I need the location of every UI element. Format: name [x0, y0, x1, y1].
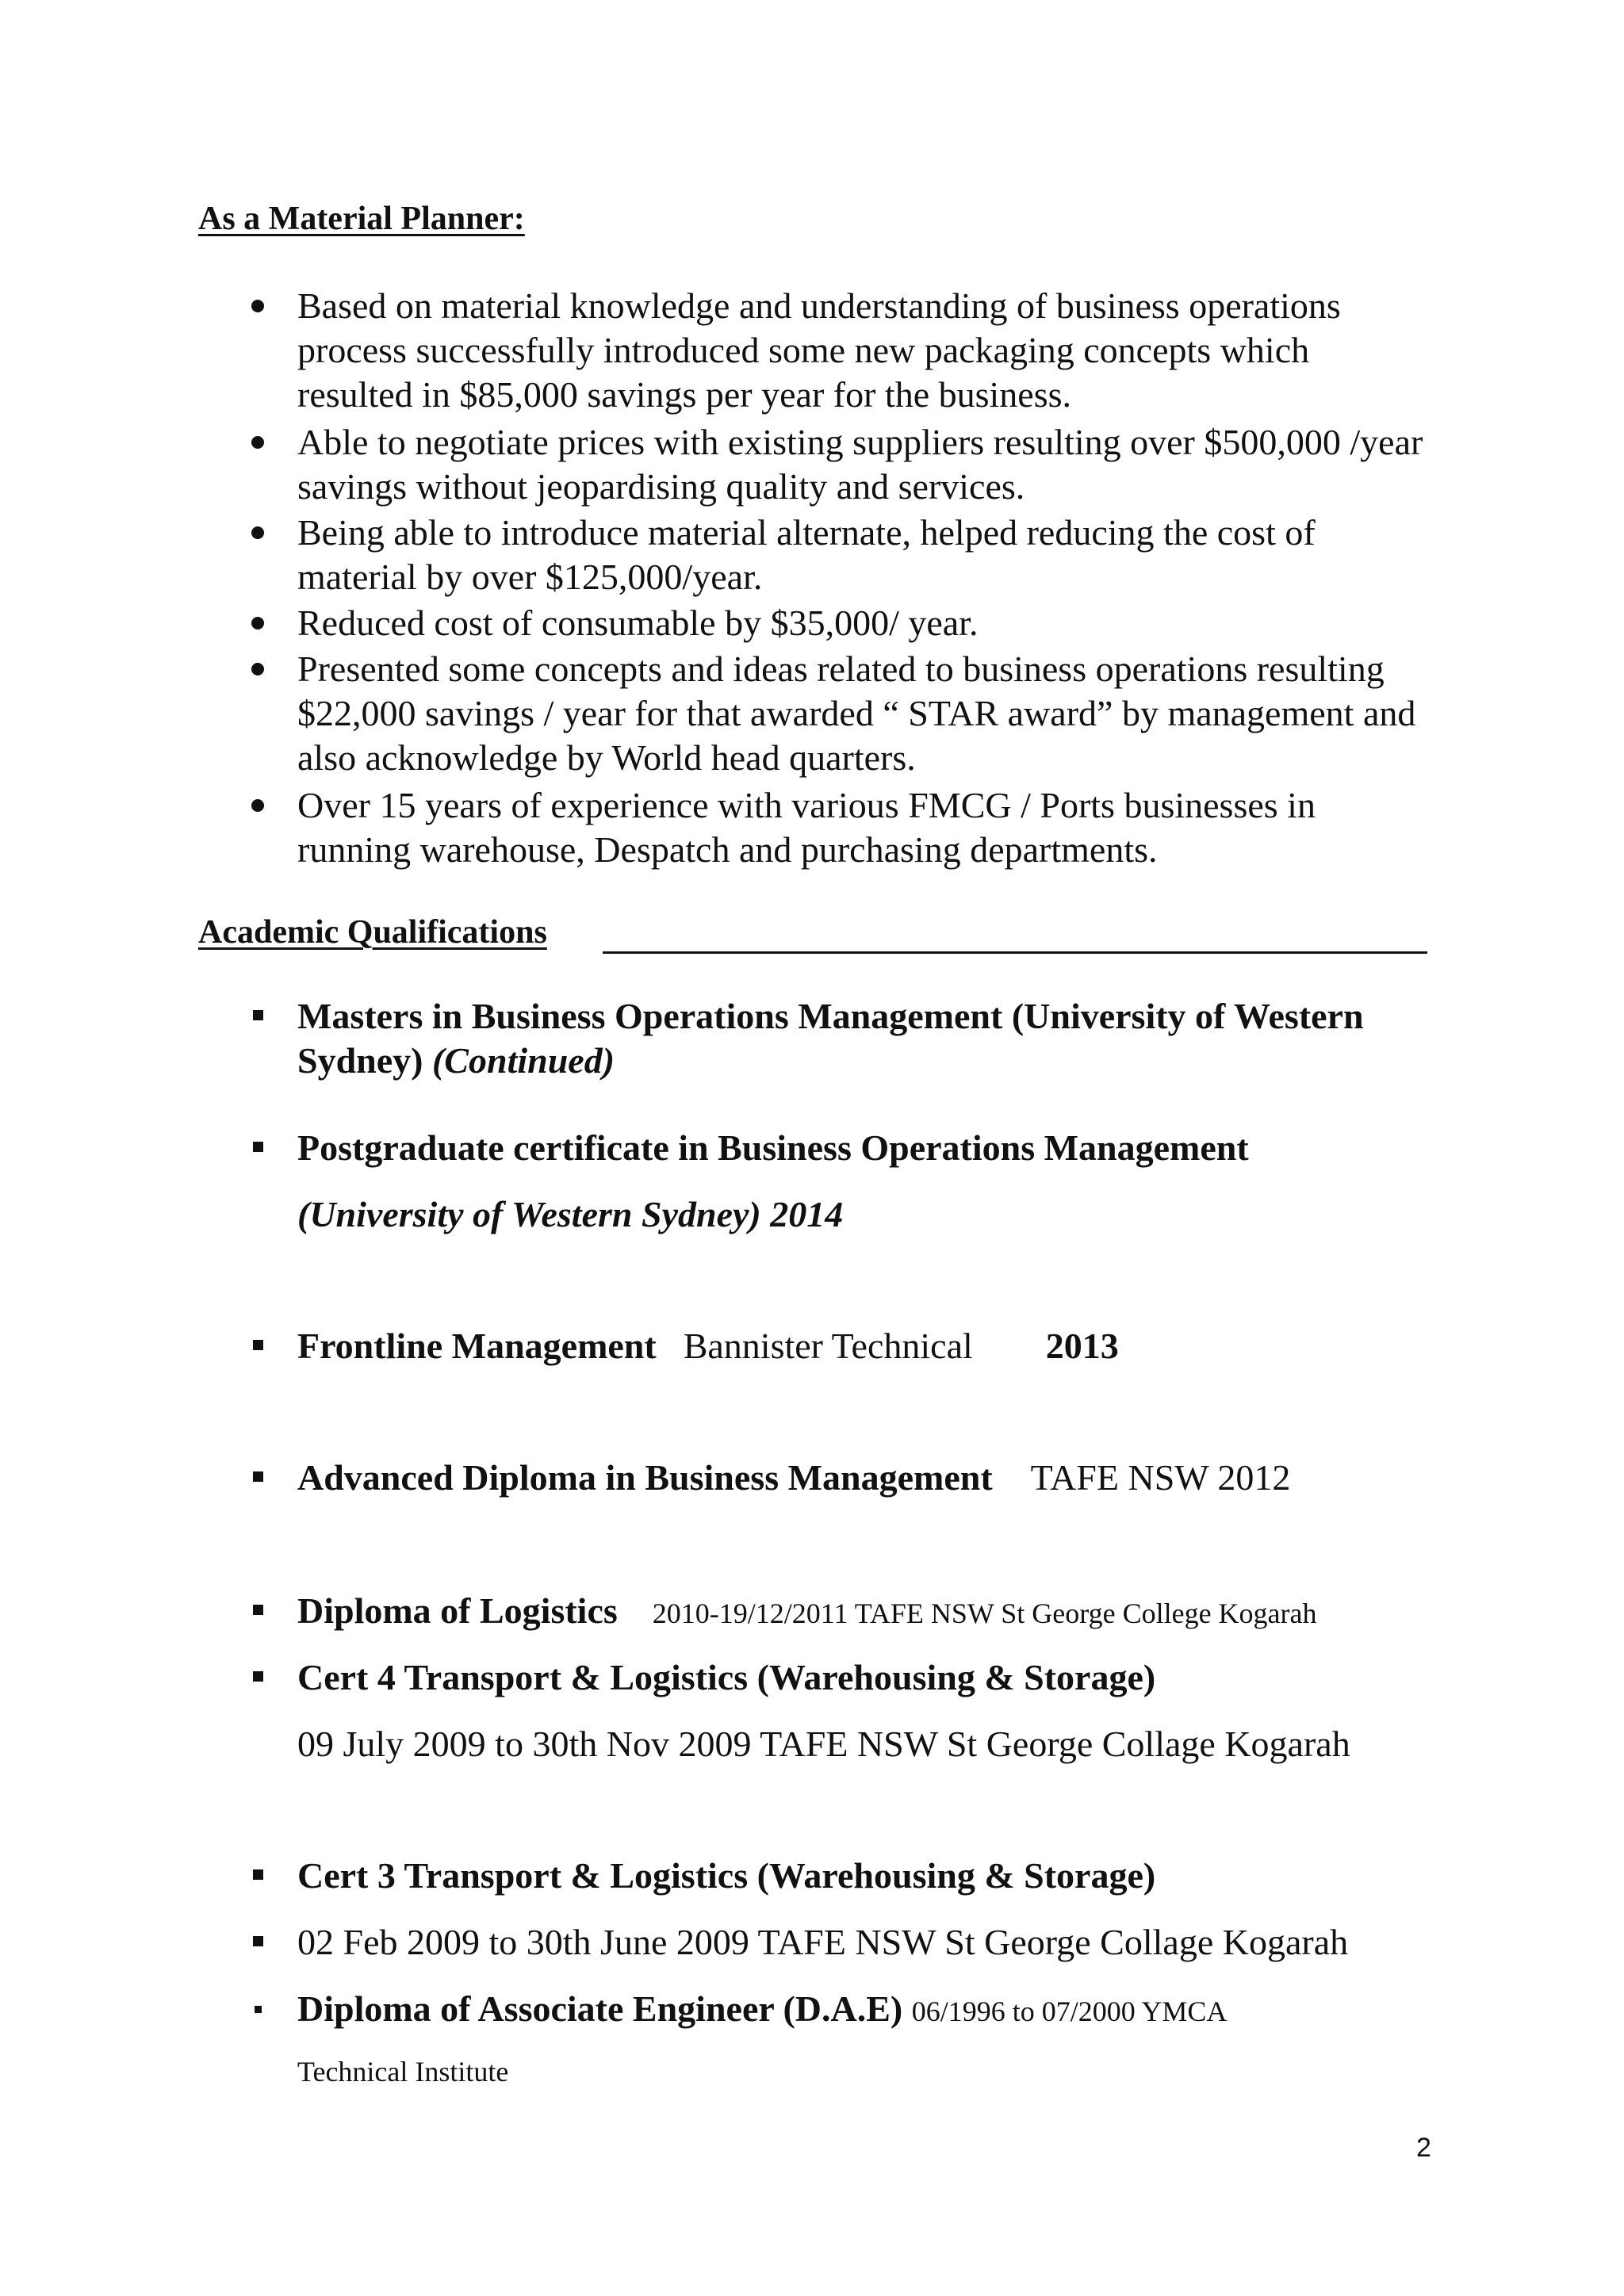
qualification-item — [297, 1324, 1455, 1368]
qualification-institution: (University of Western Sydney) 2014 — [297, 1194, 844, 1234]
qualification-item — [297, 1655, 1455, 1766]
bullet-item: Being able to introduce material alternate, helped reducing the cost of material by over $125,000/year. — [297, 511, 1423, 599]
bullet-item: Able to negotiate prices with existing suppliers resulting over $500,000 /year savings without jeopardising quality and services. — [297, 420, 1423, 509]
qualification-detail-continued: Technical Institute — [297, 2056, 509, 2087]
qualification-title: Diploma of Associate Engineer (D.A.E) — [297, 1988, 903, 2029]
qualification-item — [297, 994, 1455, 1083]
qualification-item — [297, 1589, 1455, 1636]
qualification-item — [297, 1987, 1455, 2094]
bullet-item: Reduced cost of consumable by $35,000/ year. — [297, 601, 1423, 645]
qualification-item — [297, 1126, 1455, 1237]
qualification-detail: 06/1996 to 07/2000 YMCA — [911, 1996, 1228, 2027]
section-heading-material-planner: As a Material Planner: — [198, 201, 525, 237]
section-heading-academic-qualifications: Academic Qualifications — [198, 914, 547, 951]
qualification-year: 2013 — [1045, 1326, 1119, 1366]
page-number: 2 — [1416, 2133, 1431, 2163]
qualification-title: Advanced Diploma in Business Management — [297, 1457, 993, 1498]
qualification-title: Postgraduate certificate in Business Operations Management — [297, 1127, 1249, 1168]
qualification-item — [297, 1920, 1455, 1965]
qualification-detail: 09 July 2009 to 30th Nov 2009 TAFE NSW St George Collage Kogarah — [297, 1724, 1350, 1764]
bullet-item: Based on material knowledge and understanding of business operations process successfully introduced some new packaging concepts which resulted in $85,000 savings per year for the business. — [297, 284, 1423, 417]
qualification-detail: 02 Feb 2009 to 30th June 2009 TAFE NSW St George Collage Kogarah — [297, 1922, 1349, 1962]
qualification-detail: 2010-19/12/2011 TAFE NSW St George College Kogarah — [652, 1598, 1317, 1629]
qualification-title: Diploma of Logistics — [297, 1590, 618, 1631]
qualification-note: (Continued) — [431, 1040, 615, 1081]
qualification-institution: TAFE NSW 2012 — [1030, 1457, 1291, 1498]
heading-underline-rule — [603, 951, 1427, 954]
qualification-title: Masters in Business Operations Management (University of Western Sydney) — [297, 996, 1364, 1081]
bullet-item: Over 15 years of experience with various FMCG / Ports businesses in running warehouse, Despatch and purchasing departments. — [297, 783, 1423, 872]
qualification-item — [297, 1854, 1455, 1898]
qualification-title: Cert 4 Transport & Logistics (Warehousing & Storage) — [297, 1657, 1156, 1697]
qualification-title: Frontline Management — [297, 1326, 657, 1366]
qualification-item — [297, 1456, 1455, 1500]
qualification-institution: Bannister Technical — [683, 1326, 973, 1366]
bullet-item: Presented some concepts and ideas related to business operations resulting $22,000 savings / year for that awarded “ STAR award” by management and also acknowledge by World head quarters. — [297, 647, 1423, 780]
qualification-title: Cert 3 Transport & Logistics (Warehousing & Storage) — [297, 1855, 1156, 1896]
